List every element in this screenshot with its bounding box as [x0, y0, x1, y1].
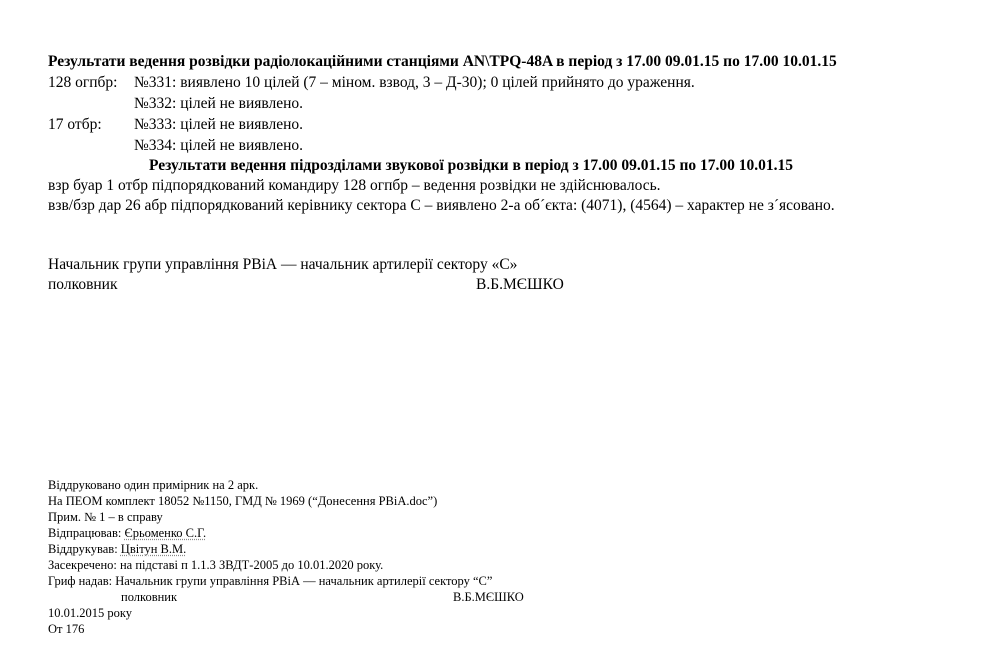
sound-line: взв/бзр дар 26 абр підпорядкований керівнику сектора С – виявлено 2-а об´єкта: (4071), (4564) – характер не з´ясовано.	[48, 197, 835, 214]
row-text: : виявлено 10 цілей (7 – міном. взвод, 3 – Д-30); 0 цілей прийнято до ураження.	[172, 74, 695, 91]
footer-prepared	[48, 526, 206, 541]
station-number: №333	[134, 116, 173, 133]
row-text: : цілей не виявлено.	[172, 137, 304, 154]
unit-label: 17 отбр:	[48, 116, 102, 133]
signature-position: Начальник групи управління РВіА — начальник артилерії сектору «С»	[48, 256, 518, 273]
footer-grif-rank: полковник	[121, 590, 178, 604]
footer-classified: Засекречено: на підставі п 1.1.3 ЗВДТ-2005 до 10.01.2020 року.	[48, 558, 384, 572]
prepared-name: Єрьоменко С.Г.	[124, 526, 207, 540]
printed-label: Віддрукував:	[48, 542, 118, 556]
footer-date: 10.01.2015 року	[48, 606, 133, 620]
station-number: №331	[134, 74, 173, 91]
footer-pc: На ПЕОМ комплект 18052 №1150, ГМД № 1969 (“Донесення РВіА.doc”)	[48, 494, 438, 508]
signature-rank: полковник	[48, 276, 118, 293]
radar-heading: Результати ведення розвідки радіолокаційними станціями AN\TPQ-48A в період з 17.00 09.01.15 по 17.00 10.01.15	[48, 53, 837, 70]
station-number: №334	[134, 137, 173, 154]
footer-copies: Віддруковано один примірник на 2 арк.	[48, 478, 259, 492]
footer-number: От 176	[48, 622, 85, 636]
row-text: : цілей не виявлено.	[172, 95, 304, 112]
printed-name: Цвітун В.М.	[120, 542, 187, 556]
sound-heading: Результати ведення підрозділами звукової розвідки в період з 17.00 09.01.15 по 17.00 10.01.15	[149, 157, 794, 174]
unit-label: 128 огпбр:	[48, 74, 118, 91]
radar-row	[48, 137, 303, 155]
signature-name: В.Б.МЄШКО	[476, 276, 564, 293]
footer-printed	[48, 542, 186, 557]
radar-row	[48, 116, 303, 134]
row-text: : цілей не виявлено.	[172, 116, 304, 133]
footer-grif: Гриф надав: Начальник групи управління РВіА — начальник артилерії сектору “С”	[48, 574, 493, 588]
radar-row	[48, 74, 695, 92]
radar-row	[48, 95, 303, 113]
prepared-label: Відпрацював:	[48, 526, 122, 540]
footer-copy-note: Прим. № 1 – в справу	[48, 510, 163, 524]
footer-grif-name: В.Б.МЄШКО	[453, 590, 524, 604]
station-number: №332	[134, 95, 173, 112]
sound-line: взр буар 1 отбр підпорядкований командиру 128 огпбр – ведення розвідки не здійснювалось.	[48, 177, 661, 194]
